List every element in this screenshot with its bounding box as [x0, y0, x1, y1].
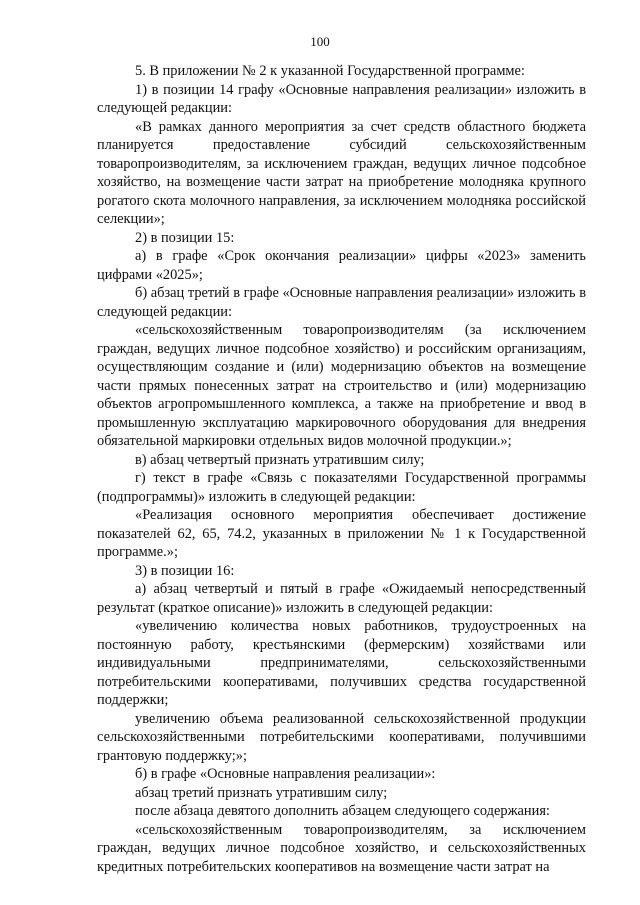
paragraph: «В рамках данного мероприятия за счет средств областного бюджета планируется предоставление субсидий сельскохозяйственным товаропроизводителям, за исключением граждан, ведущих личное подсобное хозяйство, на возмещение части затрат на приобретение молодняка крупного рогатого скота молочного направления, за исключением молодняка российской селекции»;	[97, 118, 586, 227]
paragraph: абзац третий признать утратившим силу;	[135, 784, 388, 801]
paragraph: 1) в позиции 14 графу «Основные направления реализации» изложить в следующей редакции:	[97, 81, 586, 116]
paragraph: 3) в позиции 16:	[135, 562, 235, 579]
paragraph: в) абзац четвертый признать утратившим силу;	[135, 451, 425, 468]
paragraph: «сельскохозяйственным товаропроизводителям, за исключением граждан, ведущих личное подсобное хозяйство, и сельскохозяйственных кредитных потребительских кооперативов на возмещение части затрат на	[97, 821, 586, 875]
paragraph: б) абзац третий в графе «Основные направления реализации» изложить в следующей редакции:	[97, 285, 586, 320]
paragraph: «увеличению количества новых работников, трудоустроенных на постоянную работу, крестьянскими (фермерским) хозяйствами или индивидуальными предпринимателями, сельскохозяйственными потребительскими кооперативами, получивших средства государственной поддержки;	[97, 618, 586, 708]
paragraph: увеличению объема реализованной сельскохозяйственной продукции сельскохозяйственными потребительскими кооперативами, получившими грантовую поддержку;»;	[97, 710, 586, 764]
document-body	[97, 62, 586, 876]
page-number: 100	[310, 34, 330, 49]
paragraph: г) текст в графе «Связь с показателями Государственной программы (подпрограммы)» изложить в следующей редакции:	[97, 470, 586, 505]
paragraph: б) в графе «Основные направления реализации»:	[135, 766, 436, 782]
paragraph: а) в графе «Срок окончания реализации» цифры «2023» заменить цифрами «2025»;	[97, 248, 586, 283]
paragraph: 5. В приложении № 2 к указанной Государственной программе:	[135, 63, 525, 79]
paragraph: 2) в позиции 15:	[135, 229, 235, 246]
paragraph: после абзаца девятого дополнить абзацем следующего содержания:	[135, 803, 550, 819]
paragraph: «сельскохозяйственным товаропроизводителям (за исключением граждан, ведущих личное подсобное хозяйство) и российским организациям, осуществляющим создание и (или) модернизацию объектов на возмещение части прямых понесенных затрат на строительство и (или) модернизацию объектов агропромышленного комплекса, а также на приобретение и ввод в промышленную эксплуатацию маркировочного оборудования для внедрения обязательной маркировки отдельных видов молочной продукции.»;	[97, 322, 586, 449]
paragraph: «Реализация основного мероприятия обеспечивает достижение показателей 62, 65, 74.2, указанных в приложении № 1 к Государственной программе.»;	[97, 507, 586, 560]
paragraph: а) абзац четвертый и пятый в графе «Ожидаемый непосредственный результат (краткое описание)» изложить в следующей редакции:	[97, 581, 586, 616]
